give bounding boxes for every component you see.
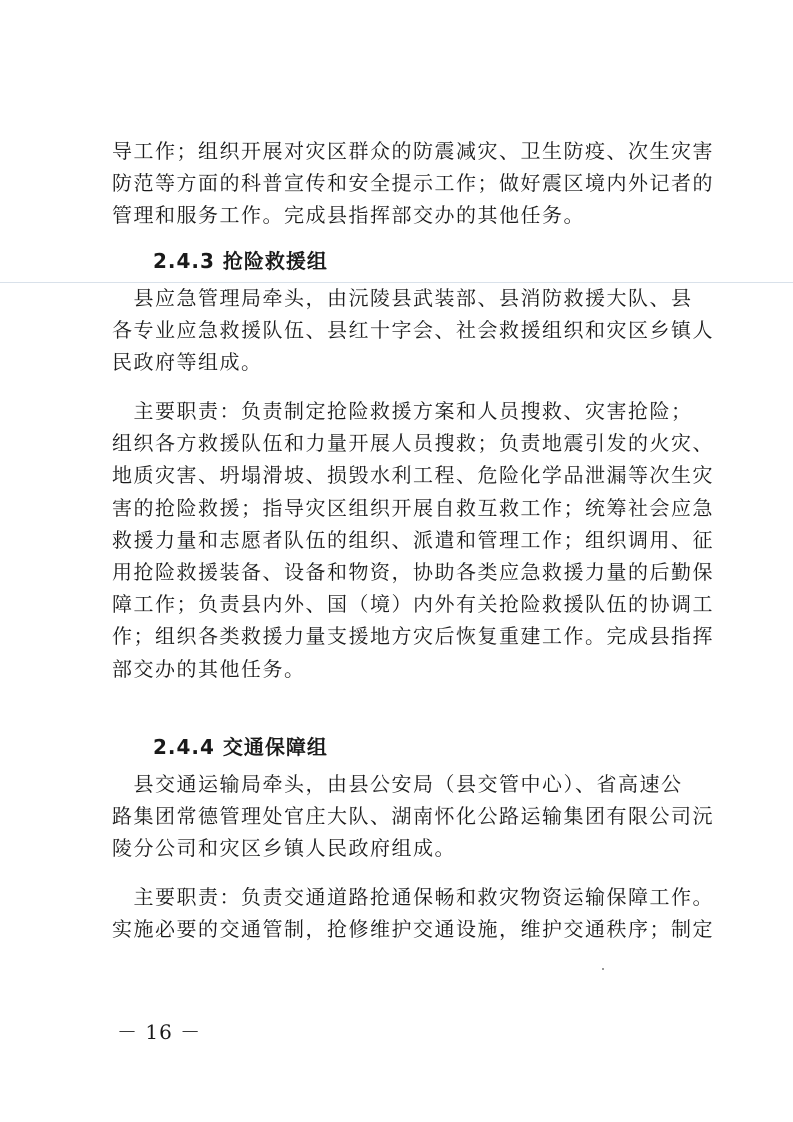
section-heading-2-4-4: 2.4.4 交通保障组	[153, 735, 328, 759]
text-line: 主要职责：负责制定抢险救援方案和人员搜救、灾害抢险；	[112, 399, 693, 423]
text-line: 主要职责：负责交通道路抢通保畅和救灾物资运输保障工作。	[112, 885, 714, 909]
text-line: 县应急管理局牵头，由沅陵县武装部、县消防救援大队、县	[112, 286, 693, 310]
text-line: 民政府等组成。	[112, 350, 263, 375]
page-number: － 16 －	[117, 1020, 202, 1044]
section-heading-2-4-3: 2.4.3 抢险救援组	[153, 249, 328, 273]
text-line: 管理和服务工作。完成县指挥部交办的其他任务。	[112, 203, 585, 228]
paragraph-continuation	[112, 135, 712, 232]
text-line: 防范等方面的科普宣传和安全提示工作；做好震区境内外记者的	[112, 171, 714, 196]
text-line: 救援力量和志愿者队伍的组织、派遣和管理工作；组织调用、征	[112, 527, 714, 552]
text-line: 害的抢险救援；指导灾区组织开展自救互救工作；统筹社会应急	[112, 495, 714, 520]
text-line: 导工作；组织开展对灾区群众的防震减灾、卫生防疫、次生灾害	[112, 139, 714, 163]
text-line: 县交通运输局牵头，由县公安局（县交管中心）、省高速公	[112, 772, 683, 796]
text-line: 实施必要的交通管制，抢修维护交通设施，维护交通秩序；制定	[112, 917, 714, 942]
paragraph-traffic-duties	[112, 881, 712, 945]
text-line: 陵分公司和灾区乡镇人民政府组成。	[112, 836, 456, 861]
scan-speck	[602, 968, 604, 970]
text-line: 障工作；负责县内外、国（境）内外有关抢险救援队伍的协调工	[112, 592, 714, 617]
paragraph-rescue-duties	[112, 395, 712, 685]
text-line: 地质灾害、坍塌滑坡、损毁水利工程、危险化学品泄漏等次生灾	[112, 463, 714, 488]
paragraph-rescue-composition	[112, 282, 712, 379]
text-line: 组织各方救援队伍和力量开展人员搜救；负责地震引发的火灾、	[112, 431, 714, 456]
paragraph-traffic-composition	[112, 768, 712, 865]
text-line: 路集团常德管理处官庄大队、湖南怀化公路运输集团有限公司沅	[112, 804, 714, 829]
text-line: 用抢险救援装备、设备和物资，协助各类应急救援力量的后勤保	[112, 559, 714, 584]
text-line: 各专业应急救援队伍、县红十字会、社会救援组织和灾区乡镇人	[112, 318, 714, 343]
text-line: 部交办的其他任务。	[112, 656, 306, 681]
text-line: 作；组织各类救援力量支援地方灾后恢复重建工作。完成县指挥	[112, 624, 714, 649]
